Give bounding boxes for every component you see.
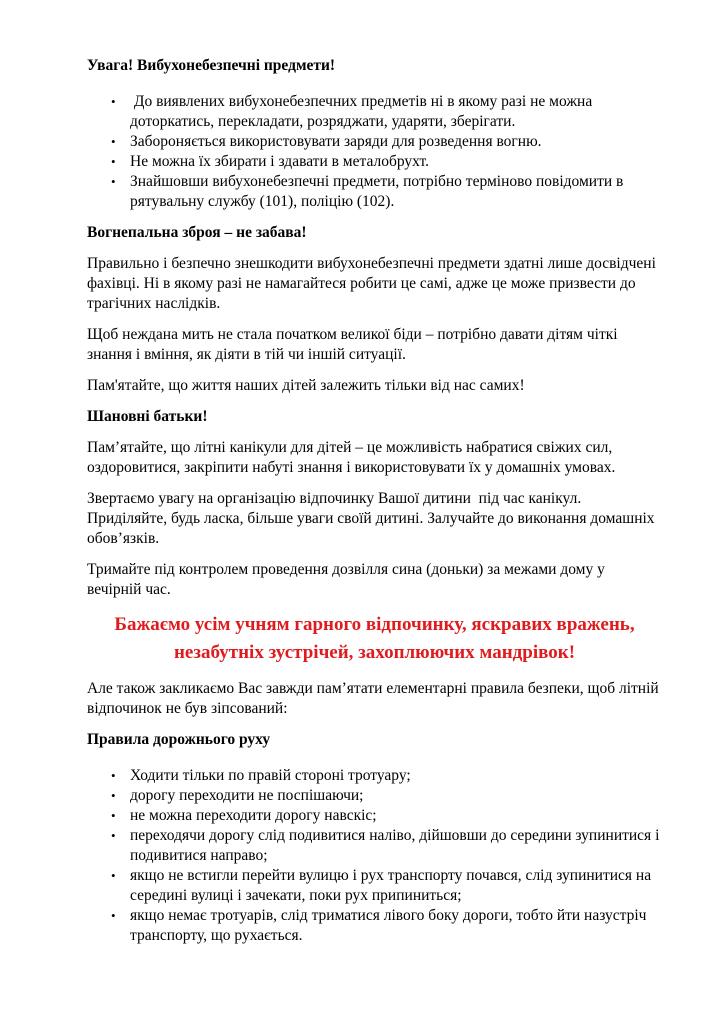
bullet-icon: • (111, 788, 116, 803)
section-heading-explosive-items: Увага! Вибухонебезпечні предмети! (87, 57, 336, 74)
bullet-icon: • (111, 828, 116, 843)
list-item (87, 786, 662, 806)
bullet-icon: • (111, 174, 116, 189)
list-item-text: дорогу переходити не поспішаючи; (130, 787, 364, 804)
list-item-text: якщо не встигли перейти вулицю і рух транспорту почався, слід зупинитися на середині вулиці і зачекати, поки рух припиниться; (130, 867, 652, 904)
list-item (87, 826, 662, 866)
bullet-icon: • (111, 808, 116, 823)
list-item (87, 172, 662, 212)
explosive-items-list (87, 87, 662, 212)
paragraph: Тримайте під контролем проведення дозвілля сина (доньки) за межами дому у вечірній час. (87, 561, 605, 598)
paragraph: Але також закликаємо Вас завжди пам’ятати елементарні правила безпеки, щоб літній відпочинок не був зіпсований: (87, 680, 659, 717)
paragraph: Пам’ятайте, що літні канікули для дітей – це можливість набратися свіжих сил, оздоровитися, закріпити набуті знання і використовувати їх у домашніх умовах. (87, 439, 616, 476)
bullet-icon: • (111, 768, 116, 783)
red-wish-banner-line: незабутніх зустрічей, захоплюючих мандрівок! (173, 642, 576, 663)
list-item (87, 806, 662, 826)
paragraph: Щоб неждана мить не стала початком великої біди – потрібно давати дітям чіткі знання і вміння, як діяти в тій чи іншій ситуації. (87, 326, 618, 363)
list-item (87, 92, 662, 132)
list-item-text: Забороняється використовувати заряди для розведення вогню. (130, 133, 542, 150)
section-heading-dear-parents: Шановні батьки! (87, 408, 208, 425)
paragraph: Правильно і безпечно знешкодити вибухонебезпечні предмети здатні лише досвідчені фахівці. Ні в якому разі не намагайтеся робити це самі, адже це може призвести до трагічних наслідків. (87, 255, 656, 312)
list-item-text: якщо немає тротуарів, слід триматися лівого боку дороги, тобто йти назустріч транспорту, що рухається. (130, 907, 647, 944)
list-item-text: Знайшовши вибухонебезпечні предмети, потрібно терміново повідомити в рятувальну службу (101), поліцію (102). (130, 173, 624, 210)
list-item (87, 766, 662, 786)
red-wish-banner-line: Бажаємо усім учням гарного відпочинку, яскравих вражень, (114, 614, 635, 635)
bullet-icon: • (111, 908, 116, 923)
paragraph: Пам'ятайте, що життя наших дітей залежить тільки від нас самих! (87, 377, 525, 394)
list-item (87, 866, 662, 906)
list-item-text: переходячи дорогу слід подивитися наліво, дійшовши до середини зупинитися і подивитися направо; (130, 827, 660, 864)
bullet-icon: • (111, 868, 116, 883)
bullet-icon: • (111, 94, 116, 109)
traffic-rules-list (87, 761, 662, 946)
paragraph: Звертаємо увагу на організацію відпочинку Вашої дитини під час канікул. Приділяйте, будь ласка, більше уваги своїй дитині. Залучайте до виконання домашніх обов’язків. (87, 490, 655, 547)
bullet-icon: • (111, 134, 116, 149)
bullet-icon: • (111, 154, 116, 169)
list-item (87, 132, 662, 152)
section-heading-firearms: Вогнепальна зброя – не забава! (87, 224, 307, 241)
list-item-text: Ходити тільки по правій стороні тротуару; (130, 767, 411, 784)
red-wish-banner (87, 611, 662, 667)
list-item-text: не можна переходити дорогу навскіс; (130, 807, 377, 824)
list-item-text: До виявлених вибухонебезпечних предметів ні в якому разі не можна доторкатись, перекладати, розряджати, ударяти, зберігати. (130, 93, 593, 130)
list-item (87, 906, 662, 946)
section-heading-traffic-rules: Правила дорожнього руху (87, 731, 271, 748)
list-item-text: Не можна їх збирати і здавати в металобрухт. (130, 153, 429, 170)
list-item (87, 152, 662, 172)
